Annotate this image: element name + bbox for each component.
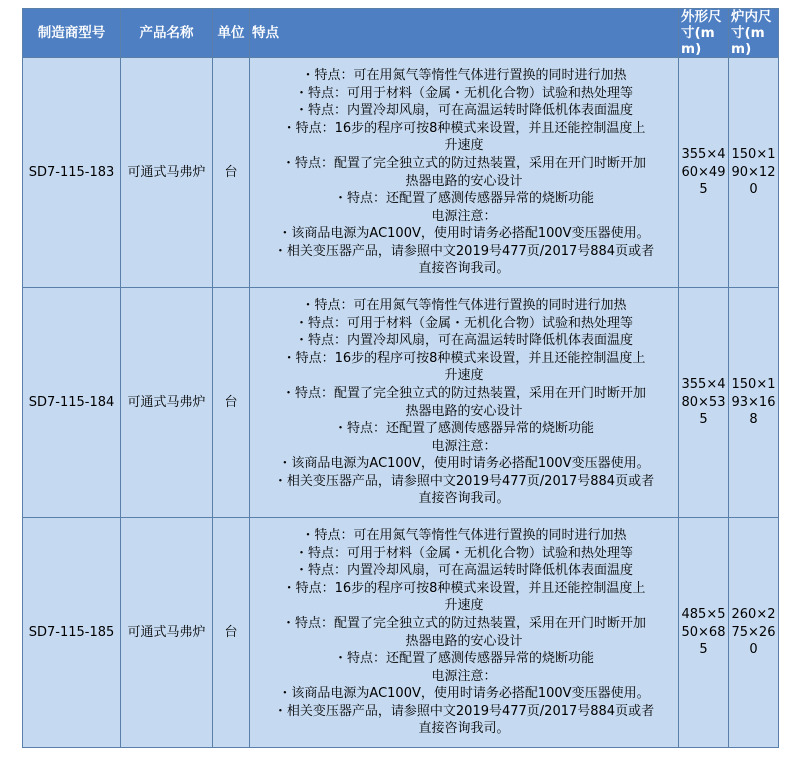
feature-line: ・特点：可在用氮气等惰性气体进行置换的同时进行加热	[301, 297, 627, 313]
header-unit: 单位	[213, 9, 250, 58]
feature-line: 电源注意：	[431, 668, 497, 684]
cell-inner-size: 150×190×120	[729, 58, 779, 288]
feature-line: ・特点：配置了完全独立式的防过热装置，采用在开门时断开加	[281, 155, 646, 171]
feature-line: 升速度	[444, 138, 484, 154]
feature-line: ・相关变压器产品，请参照中文2019号477页/2017号884页或者	[273, 243, 655, 259]
feature-line: ・特点：配置了完全独立式的防过热装置，采用在开门时断开加	[281, 385, 646, 401]
feature-line: ・特点：内置冷却风扇，可在高温运转时降低机体表面温度	[294, 333, 633, 349]
feature-line: ・特点：还配置了感测传感器异常的烧断功能	[333, 191, 594, 207]
feature-line: 热器电路的安心设计	[405, 633, 523, 649]
table-header-row	[23, 9, 779, 58]
feature-line: ・特点：可用于材料（金属・无机化合物）试验和热处理等	[294, 315, 633, 331]
feature-line: 电源注意：	[431, 208, 497, 224]
cell-features	[250, 288, 679, 518]
feature-line: 直接咨询我司。	[418, 261, 510, 277]
feature-line: ・特点：16步的程序可按8种模式来设置，并且还能控制温度上	[282, 120, 646, 136]
feature-line: ・特点：可用于材料（金属・无机化合物）试验和热处理等	[294, 545, 633, 561]
cell-outer-size: 355×480×535	[679, 288, 729, 518]
cell-model: SD7-115-184	[23, 288, 121, 518]
cell-inner-size: 150×193×168	[729, 288, 779, 518]
feature-line: ・特点：配置了完全独立式的防过热装置，采用在开门时断开加	[281, 615, 646, 631]
feature-line: ・该商品电源为AC100V，使用时请务必搭配100V变压器使用。	[278, 456, 650, 472]
cell-features	[250, 58, 679, 288]
header-features: 特点	[250, 9, 679, 58]
header-product-name: 产品名称	[121, 9, 213, 58]
header-inner-size: 炉内尺寸(mm)	[729, 9, 779, 58]
feature-line: ・特点：可用于材料（金属・无机化合物）试验和热处理等	[294, 85, 633, 101]
cell-unit: 台	[213, 288, 250, 518]
table-row	[23, 518, 779, 748]
feature-line: ・特点：16步的程序可按8种模式来设置，并且还能控制温度上	[282, 580, 646, 596]
feature-line: ・该商品电源为AC100V，使用时请务必搭配100V变压器使用。	[278, 226, 650, 242]
cell-model: SD7-115-185	[23, 518, 121, 748]
cell-outer-size: 355×460×495	[679, 58, 729, 288]
cell-product-name: 可通式马弗炉	[121, 58, 213, 288]
feature-line: 升速度	[444, 368, 484, 384]
feature-line: 热器电路的安心设计	[405, 403, 523, 419]
cell-product-name: 可通式马弗炉	[121, 288, 213, 518]
table-row	[23, 288, 779, 518]
feature-line: ・特点：16步的程序可按8种模式来设置，并且还能控制温度上	[282, 350, 646, 366]
product-spec-table	[22, 8, 779, 748]
feature-line: ・特点：内置冷却风扇，可在高温运转时降低机体表面温度	[294, 563, 633, 579]
cell-product-name: 可通式马弗炉	[121, 518, 213, 748]
feature-line: ・相关变压器产品，请参照中文2019号477页/2017号884页或者	[273, 473, 655, 489]
feature-line: ・特点：还配置了感测传感器异常的烧断功能	[333, 421, 594, 437]
header-model: 制造商型号	[23, 9, 121, 58]
feature-line: 电源注意：	[431, 438, 497, 454]
feature-line: ・特点：还配置了感测传感器异常的烧断功能	[333, 651, 594, 667]
header-outer-size: 外形尺寸(mm)	[679, 9, 729, 58]
feature-line: ・相关变压器产品，请参照中文2019号477页/2017号884页或者	[273, 703, 655, 719]
feature-line: ・特点：内置冷却风扇，可在高温运转时降低机体表面温度	[294, 103, 633, 119]
cell-outer-size: 485×550×685	[679, 518, 729, 748]
feature-line: 直接咨询我司。	[418, 491, 510, 507]
cell-unit: 台	[213, 58, 250, 288]
feature-line: ・该商品电源为AC100V，使用时请务必搭配100V变压器使用。	[278, 686, 650, 702]
cell-inner-size: 260×275×260	[729, 518, 779, 748]
feature-line: 升速度	[444, 598, 484, 614]
cell-model: SD7-115-183	[23, 58, 121, 288]
feature-line: 直接咨询我司。	[418, 721, 510, 737]
feature-line: ・特点：可在用氮气等惰性气体进行置换的同时进行加热	[301, 67, 627, 83]
cell-features	[250, 518, 679, 748]
feature-line: ・特点：可在用氮气等惰性气体进行置换的同时进行加热	[301, 527, 627, 543]
cell-unit: 台	[213, 518, 250, 748]
feature-line: 热器电路的安心设计	[405, 173, 523, 189]
table-row	[23, 58, 779, 288]
